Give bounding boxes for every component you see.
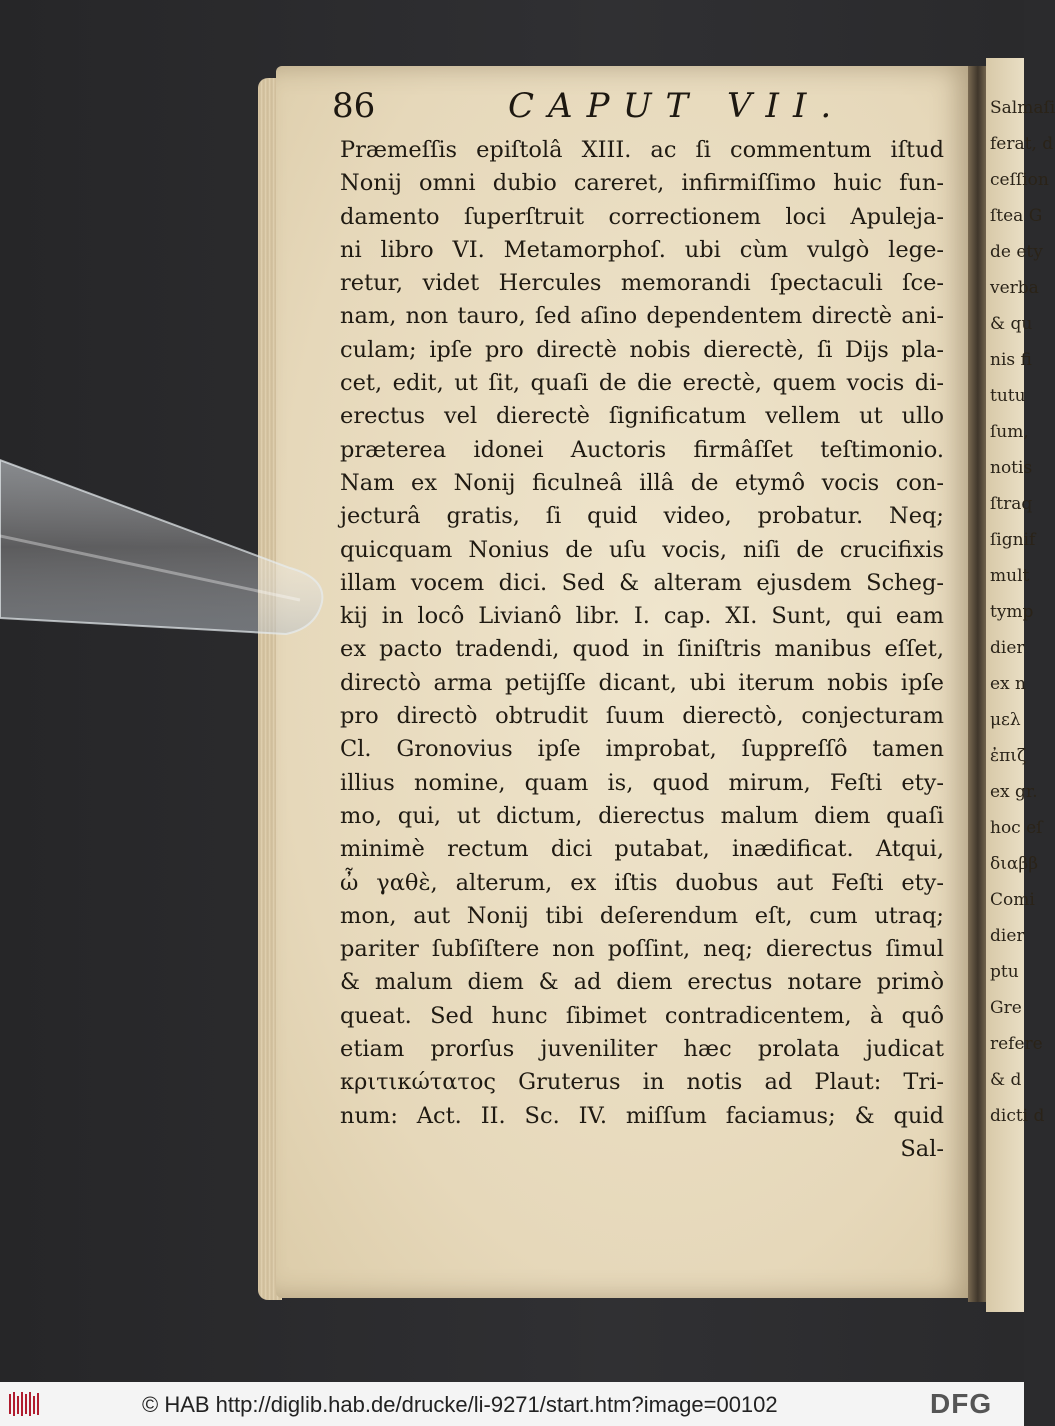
text-line: Nam ex Nonij ficulneâ illâ de etymô vocis con- [340, 469, 944, 496]
facing-page-fragment: tutu [990, 386, 1026, 406]
catchword: Sal- [900, 1135, 944, 1162]
text-line: mo, qui, ut dictum, dierectus malum diem quaſi [340, 802, 944, 829]
text-line: κριτικώτατος Gruterus in notis ad Plaut: Tri- [340, 1069, 944, 1096]
facing-page-fragment: διαββ [990, 854, 1039, 874]
facing-page-fragment: μελ [990, 710, 1021, 730]
facing-page-fragment: ſtea G [990, 206, 1043, 226]
text-line: culam; ipſe pro directè nobis dierectè, ſi Dijs pla- [340, 336, 944, 363]
text-line: pro directò obtrudit ſuum dierectò, conjecturam [340, 703, 944, 730]
text-line: quicquam Nonius de uſu vocis, niſi de crucifixis [340, 536, 944, 563]
text-line: etiam prorſus juveniliter hæc prolata judicat [340, 1036, 944, 1063]
text-line: directò arma petijſſe dicant, ubi iterum nobis ipſe [340, 669, 944, 696]
facing-page-fragment: dier [990, 638, 1025, 658]
text-line: pariter ſubſiſtere non poſſint, neq; dierectus ſimul [340, 936, 944, 963]
text-line: illius nomine, quam is, quod mirum, Feſti ety- [340, 769, 944, 796]
text-line: cet, edit, ut ſit, quaſi de die erectè, quem vocis di- [340, 370, 944, 397]
hab-logo-icon [8, 1390, 42, 1418]
text-line: minimè rectum dici putabat, inædificat. Atqui, [340, 836, 944, 863]
text-line: kij in locô Livianô libr. I. cap. XI. Sunt, qui eam [340, 603, 944, 630]
text-line: num: Act. II. Sc. IV. miſſum faciamus; & quid [340, 1102, 944, 1129]
facing-page-fragment: ex gr. [990, 782, 1038, 802]
facing-page-fragment: dier [990, 926, 1025, 946]
facing-page-fragment: ferat, d [990, 134, 1054, 154]
text-line: queat. Sed hunc ſibimet contradicentem, à quô [340, 1002, 944, 1029]
facing-page-fragment: Gre [990, 998, 1022, 1018]
dfg-logo: DFG [930, 1388, 993, 1419]
facing-page-fragment: verba [990, 278, 1039, 298]
text-line: ex pacto tradendi, quod in ſiniſtris manibus eſſet, [340, 636, 944, 663]
facing-page-fragment: tymp [990, 602, 1034, 622]
text-line: illam vocem dici. Sed & alteram ejusdem Scheg- [340, 569, 944, 596]
facing-page-fragment: dicti d [990, 1106, 1045, 1126]
running-head: CAPUT VII. [508, 86, 846, 126]
text-line: præterea idonei Auctoris firmâſſet teſtimonio. [340, 436, 944, 463]
text-line: & malum diem & ad diem erectus notare primò [340, 969, 944, 996]
text-line: ὦ γαθὲ, alterum, ex iſtis duobus aut Feſti ety- [340, 869, 944, 896]
facing-page-fragment: refere [990, 1034, 1043, 1054]
copyright-link[interactable]: © HAB http://diglib.hab.de/drucke/li-9271/start.htm?image=00102 [142, 1392, 778, 1417]
facing-page-fragment: ceſſion [990, 170, 1049, 190]
text-line: Præmeſſis epiſtolâ XIII. ac ſi commentum iſtud [340, 137, 944, 163]
text-line: mon, aut Nonij tibi deſerendum eſt, cum utraq; [340, 902, 944, 929]
text-line: nam, non tauro, ſed aſino dependentem directè ani- [340, 303, 944, 330]
footer-bar [0, 1382, 1024, 1426]
page-header [332, 86, 952, 132]
text-line: ni libro VI. Metamorphoſ. ubi cùm vulgò lege- [340, 236, 944, 263]
facing-page-fragment: de ety [990, 242, 1043, 262]
facing-page-fragment: & qu [990, 314, 1033, 334]
page-number: 86 [332, 86, 376, 126]
facing-page-fragment: hoc eſ [990, 818, 1043, 838]
facing-page-fragment: ſum, [990, 422, 1029, 442]
facing-page-fragment: nis fi [990, 350, 1032, 370]
facing-page-fragment: ſtraq [990, 494, 1033, 514]
text-line: retur, videt Hercules memorandi ſpectaculi ſce- [340, 270, 944, 297]
text-line: Nonij omni dubio careret, infirmiſſimo huic fun- [340, 170, 944, 197]
page-text [340, 134, 944, 1166]
facing-page-fragment: ſignif [990, 530, 1036, 550]
facing-page-fragment: mult [990, 566, 1030, 586]
facing-page-fragment: ἐπιζ [990, 746, 1027, 766]
facing-page [986, 58, 1055, 1312]
text-line: damento ſuperſtruit correctionem loci Apuleja- [340, 203, 944, 230]
facing-page-fragment: notis [990, 458, 1033, 478]
facing-page-fragment: ptu [990, 962, 1019, 982]
facing-page-fragment: Salmaſi [990, 98, 1055, 118]
text-line: jecturâ gratis, ſi quid video, probatur. Neq; [340, 503, 944, 530]
facing-page-fragment: & d [990, 1070, 1022, 1090]
facing-page-fragment: Comi [990, 890, 1035, 910]
facing-page-fragment: ex n [990, 674, 1027, 694]
text-line: Cl. Gronovius ipſe improbat, ſuppreſſô tamen [340, 736, 944, 763]
text-line: erectus vel dierectè ſignificatum vellem ut ullo [340, 403, 944, 430]
